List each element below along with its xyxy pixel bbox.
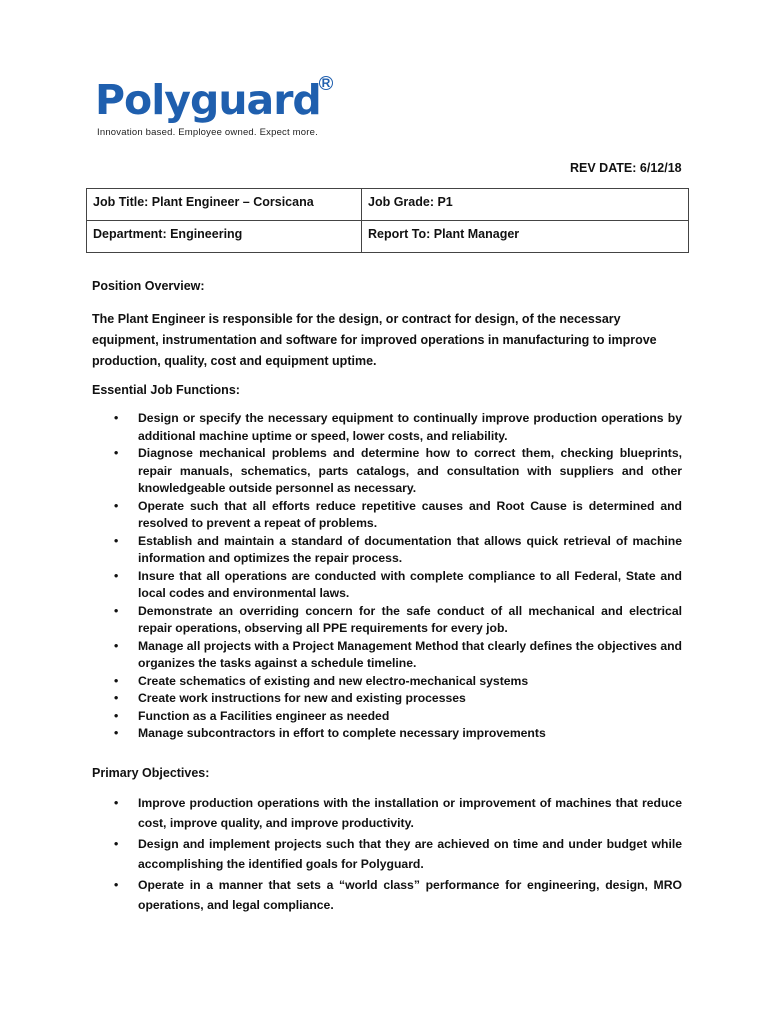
registered-mark-icon: R	[319, 76, 333, 90]
job-grade-cell: Job Grade: P1	[362, 189, 689, 221]
list-item: • Diagnose mechanical problems and determine how to correct them, checking blueprints, repair manuals, schematics, parts catalogs, and consultation with suppliers and other knowledgeable outside personnel as necessary.	[92, 445, 682, 498]
department-cell: Department: Engineering	[87, 221, 362, 253]
polyguard-logo	[95, 76, 335, 140]
essential-functions-heading: Essential Job Functions:	[92, 383, 240, 397]
logo-tagline: Innovation based. Employee owned. Expect more.	[97, 127, 318, 138]
essential-functions-list	[92, 410, 682, 743]
primary-objectives-list	[92, 794, 682, 917]
job-title-cell: Job Title: Plant Engineer – Corsicana	[87, 189, 362, 221]
position-overview-heading: Position Overview:	[92, 279, 205, 293]
list-item: • Create schematics of existing and new electro-mechanical systems	[92, 673, 682, 691]
rev-date: REV DATE: 6/12/18	[570, 161, 682, 175]
list-item: • Manage all projects with a Project Management Method that clearly defines the objectives and organizes the tasks against a schedule timeline.	[92, 638, 682, 673]
list-item: • Create work instructions for new and existing processes	[92, 690, 682, 708]
list-item: • Improve production operations with the installation or improvement of machines that reduce cost, improve quality, and improve productivity.	[92, 794, 682, 833]
report-to-cell: Report To: Plant Manager	[362, 221, 689, 253]
primary-objectives-heading: Primary Objectives:	[92, 766, 210, 780]
list-item: • Operate in a manner that sets a “world class” performance for engineering, design, MRO operations, and legal compliance.	[92, 876, 682, 915]
logo-wordmark: Polyguard	[95, 76, 321, 124]
list-item: • Function as a Facilities engineer as needed	[92, 708, 682, 726]
list-item: • Insure that all operations are conducted with complete compliance to all Federal, State and local codes and environmental laws.	[92, 568, 682, 603]
list-item: • Operate such that all efforts reduce repetitive causes and Root Cause is determined and resolved to prevent a repeat of problems.	[92, 498, 682, 533]
position-overview-text: The Plant Engineer is responsible for the design, or contract for design, of the necessary equipment, instrumentation and software for improved operations in manufacturing to improve production, quality, cost and equipment uptime.	[92, 312, 657, 368]
list-item: • Demonstrate an overriding concern for the safe conduct of all mechanical and electrical repair operations, observing all PPE requirements for every job.	[92, 603, 682, 638]
list-item: • Manage subcontractors in effort to complete necessary improvements	[92, 725, 682, 743]
list-item: • Establish and maintain a standard of documentation that allows quick retrieval of machine information and optimizes the repair process.	[92, 533, 682, 568]
list-item: • Design or specify the necessary equipment to continually improve production operations by additional machine uptime or speed, lower costs, and reliability.	[92, 410, 682, 445]
list-item: • Design and implement projects such that they are achieved on time and under budget while accomplishing the identified goals for Polyguard.	[92, 835, 682, 874]
job-info-table	[86, 188, 689, 253]
